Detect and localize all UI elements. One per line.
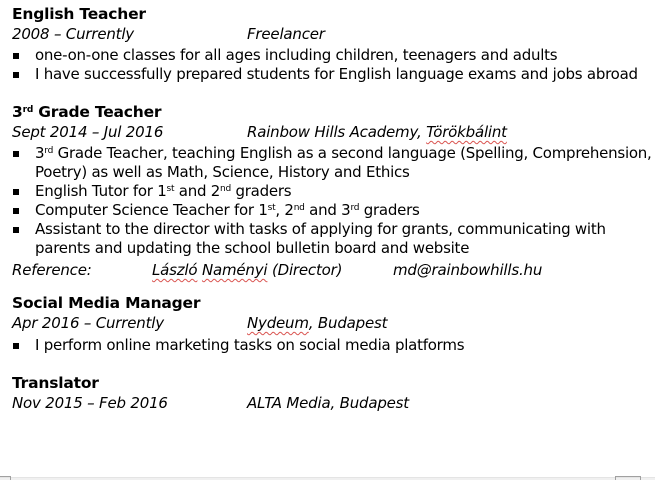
job-dates: Nov 2015 – Feb 2016: [12, 394, 168, 412]
job-dates: 2008 – Currently: [12, 25, 134, 43]
job-employer: Freelancer: [247, 25, 325, 43]
employer-city: , Budapest: [308, 314, 388, 332]
bullet-item: [12, 144, 652, 182]
job-title: Social Media Manager: [12, 294, 201, 312]
job-employer: [247, 313, 387, 333]
scrollbar-right-button[interactable]: [615, 476, 641, 480]
job-translator: [12, 373, 652, 413]
reference-email[interactable]: md@rainbowhills.hu: [393, 261, 543, 279]
bullet-text-part: 3: [35, 144, 45, 162]
bullet-text-part: English Tutor for 1: [35, 182, 167, 200]
job-bullets: [12, 144, 652, 258]
ordinal-suffix: rd: [350, 203, 360, 213]
job-employer: [247, 122, 507, 142]
bullet-text-part: , 2: [275, 201, 294, 219]
bullet-item: [12, 65, 652, 84]
bullet-text: one-on-one classes for all ages including children, teenagers and adults: [35, 46, 558, 64]
spacer: [12, 355, 652, 373]
job-title: Translator: [12, 374, 99, 392]
bullet-item: [12, 201, 652, 220]
square-bullet-icon: [13, 208, 19, 214]
job-social-media-manager: [12, 293, 652, 355]
job-dates: Sept 2014 – Jul 2016: [12, 123, 164, 141]
bullet-text: I perform online marketing tasks on social media platforms: [35, 336, 465, 354]
job-meta: [12, 122, 652, 142]
reference-label: Reference:: [12, 261, 92, 279]
title-ordinal: rd: [22, 105, 34, 115]
title-number: 3: [12, 103, 23, 121]
bullet-text-part: Grade Teacher, teaching English as a second language (Spelling, Comprehension, Poetry) as well as Math, Science, History and Ethics: [35, 144, 652, 181]
employer-name: Nydeum: [247, 314, 309, 332]
ordinal-suffix: st: [166, 184, 175, 194]
employer-name: Rainbow Hills Academy,: [247, 123, 427, 141]
job-bullets: [12, 46, 652, 84]
reference-last-name: Naményi: [201, 261, 268, 279]
square-bullet-icon: [13, 53, 19, 59]
job-title: English Teacher: [12, 5, 146, 23]
bullet-text: I have successfully prepared students for English language exams and jobs abroad: [35, 65, 638, 83]
job-english-teacher: [12, 4, 652, 84]
ordinal-suffix: nd: [220, 184, 231, 194]
ordinal-suffix: st: [267, 203, 276, 213]
job-bullets: [12, 336, 652, 355]
bullet-item: [12, 182, 652, 201]
reference-name: [152, 260, 342, 280]
spacer: [12, 84, 652, 102]
spacer: [12, 280, 652, 293]
employer-city: Törökbálint: [426, 123, 507, 141]
job-dates: Apr 2016 – Currently: [12, 314, 164, 332]
ordinal-suffix: rd: [44, 146, 54, 156]
square-bullet-icon: [13, 189, 19, 195]
bullet-text: Assistant to the director with tasks of applying for grants, communicating with parents and updating the school bulletin board and website: [35, 220, 606, 257]
reference-role: (Director): [267, 261, 343, 279]
job-title: [12, 102, 652, 122]
bullet-text-part: and 3: [304, 201, 351, 219]
job-meta: [12, 24, 652, 44]
title-text: Grade Teacher: [33, 103, 162, 121]
scrollbar-left-edge: [0, 476, 11, 480]
bullet-item: [12, 220, 652, 258]
bullet-item: [12, 336, 652, 355]
reference-first-name: László: [152, 261, 198, 279]
resume-document: [12, 4, 652, 413]
square-bullet-icon: [13, 151, 19, 157]
job-meta: [12, 313, 652, 333]
bullet-text-part: and 2: [174, 182, 221, 200]
job-employer: ALTA Media, Budapest: [247, 394, 409, 412]
bullet-text-part: graders: [359, 201, 420, 219]
bullet-text-part: graders: [230, 182, 292, 200]
square-bullet-icon: [13, 227, 19, 233]
square-bullet-icon: [13, 72, 19, 78]
job-meta: [12, 393, 652, 413]
bullet-item: [12, 46, 652, 65]
square-bullet-icon: [13, 343, 19, 349]
reference-line: [12, 260, 652, 280]
job-3rd-grade-teacher: [12, 102, 652, 280]
bullet-text-part: Computer Science Teacher for 1: [35, 201, 268, 219]
ordinal-suffix: nd: [293, 203, 305, 213]
